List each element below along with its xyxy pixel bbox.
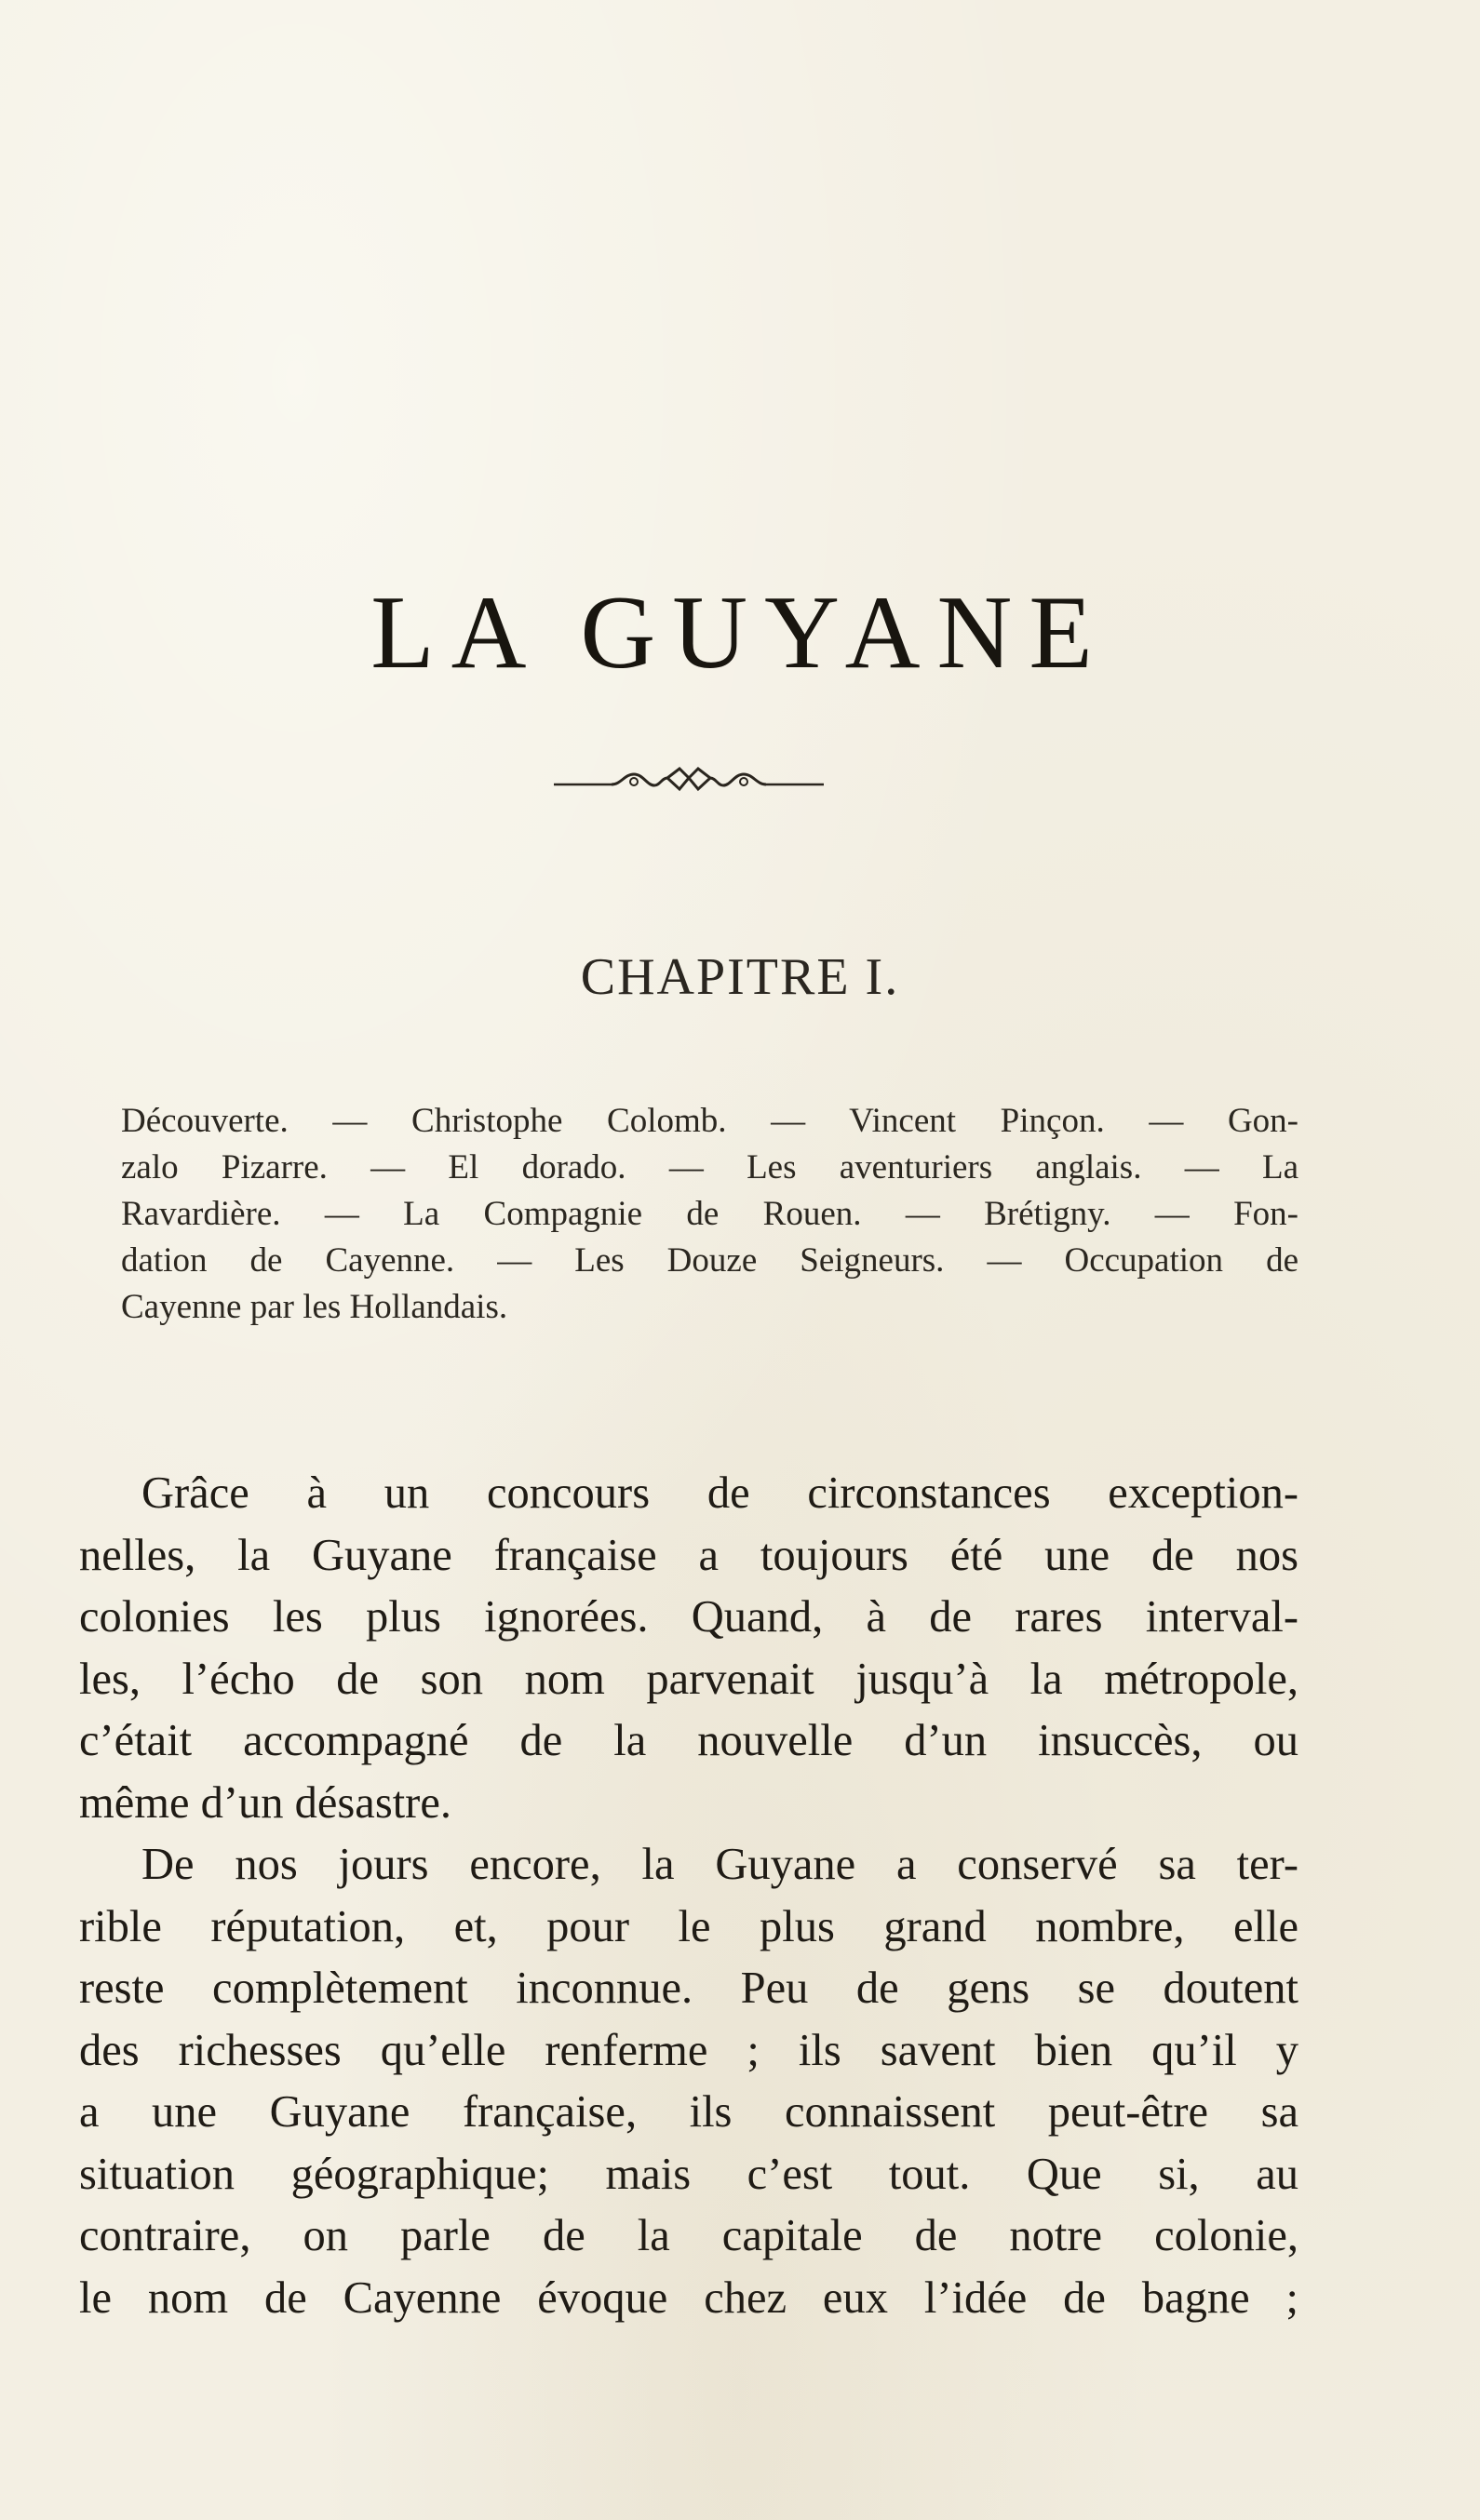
body-text	[79, 1463, 1298, 2329]
summary-line: Découverte. — Christophe Colomb. — Vincent Pinçon. — Gon-	[121, 1102, 1298, 1140]
paragraph-1-line: Grâce à un concours de circonstances exception-	[141, 1468, 1298, 1518]
paragraph-1-line: même d’un désastre.	[79, 1777, 451, 1828]
paragraph-2-line: a une Guyane française, ils connaissent peut-être sa	[79, 2087, 1298, 2137]
paragraph-2-line: des richesses qu’elle renferme ; ils savent bien qu’il y	[79, 2025, 1298, 2075]
paragraph-1-line: c’était accompagné de la nouvelle d’un insuccès, ou	[79, 1716, 1298, 1765]
paragraph-2-line: rible réputation, et, pour le plus grand nombre, elle	[79, 1901, 1298, 1951]
summary-line: Cayenne par les Hollandais.	[121, 1288, 508, 1326]
paragraph-1-line: les, l’écho de son nom parvenait jusqu’à la métropole,	[79, 1654, 1298, 1704]
chapter-heading: CHAPITRE I.	[580, 948, 900, 1006]
paragraph-1-line: nelles, la Guyane française a toujours été une de nos	[79, 1530, 1298, 1580]
summary-line: zalo Pizarre. — El dorado. — Les aventuriers anglais. — La	[121, 1148, 1298, 1186]
paragraph-2-line: contraire, on parle de la capitale de notre colonie,	[79, 2211, 1298, 2260]
summary-line: dation de Cayenne. — Les Douze Seigneurs. — Occupation de	[121, 1241, 1298, 1280]
paragraph-2-line: reste complètement inconnue. Peu de gens se doutent	[79, 1964, 1298, 2013]
page-title: LA GUYANE	[370, 575, 1110, 690]
paragraph-2-line: situation géographique; mais c’est tout. Que si, au	[79, 2149, 1298, 2199]
paragraph-2-line: le nom de Cayenne évoque chez eux l’idée de bagne ;	[79, 2272, 1298, 2323]
summary-line: Ravardière. — La Compagnie de Rouen. — Brétigny. — Fon-	[121, 1195, 1298, 1233]
paragraph-2-line: De nos jours encore, la Guyane a conservé sa ter-	[141, 1840, 1298, 1889]
chapter-summary	[121, 1098, 1298, 1331]
fleuron-ornament-icon	[554, 761, 824, 808]
paragraph-1-line: colonies les plus ignorées. Quand, à de rares interval-	[79, 1592, 1298, 1642]
